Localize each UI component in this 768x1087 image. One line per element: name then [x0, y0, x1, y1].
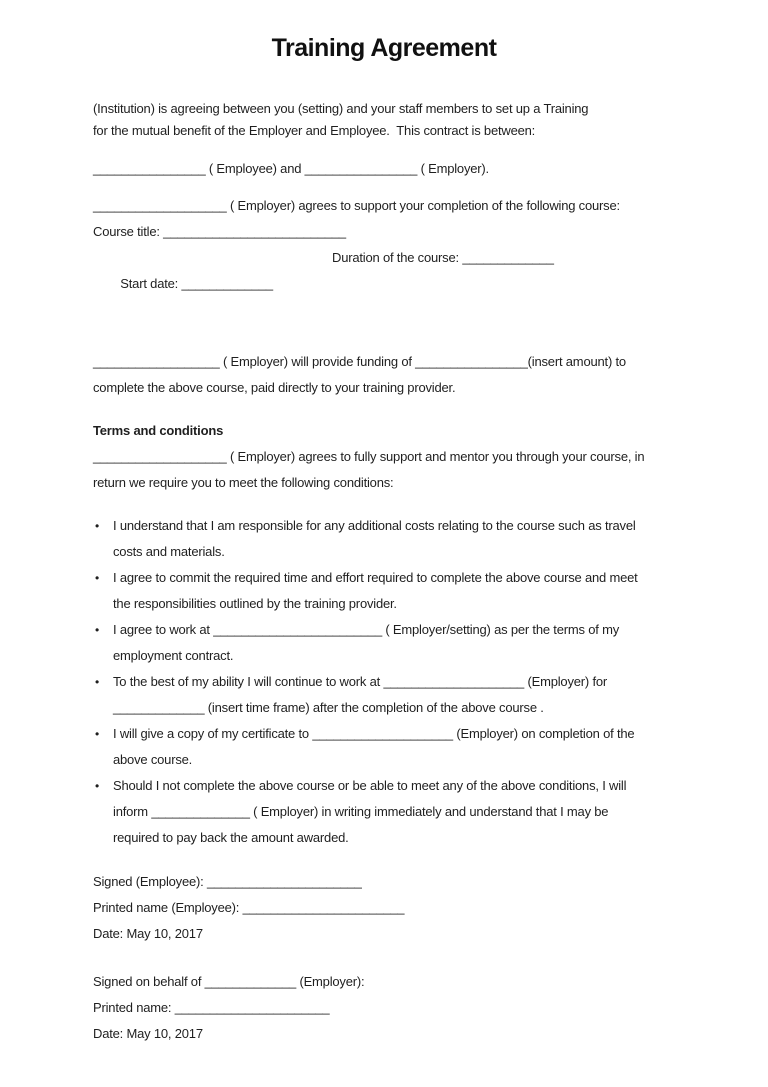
- bullet-item-additional-costs: [93, 513, 675, 565]
- duration-field: Duration of the course: _____________: [332, 250, 554, 265]
- course-section: [93, 193, 675, 401]
- terms-section: [93, 418, 675, 496]
- conditions-bullet-list: [93, 513, 675, 851]
- signature-employee-block: [93, 869, 675, 947]
- signature-employer-block: [93, 969, 675, 1047]
- bullet-icon: •: [95, 519, 100, 533]
- parties-paragraph: [93, 156, 675, 182]
- signed-employee-line: Signed (Employee): ______________________: [93, 874, 362, 889]
- terms-line-1: ___________________ ( Employer) agrees to fully support and mentor you through your course, in: [93, 449, 645, 464]
- bullet-item-non-completion: [93, 773, 675, 851]
- bullet-item-time-effort: [93, 565, 675, 617]
- bullet-line: I will give a copy of my certificate to ____________________ (Employer) on completion of the: [113, 726, 635, 741]
- signed-employer-line: Signed on behalf of _____________ (Employer):: [93, 974, 365, 989]
- date-employee-line: Date: May 10, 2017: [93, 926, 203, 941]
- terms-line-2: return we require you to meet the following conditions:: [93, 475, 394, 490]
- bullet-line: I agree to work at ________________________ ( Employer/setting) as per the terms of my: [113, 622, 620, 637]
- bullet-line: To the best of my ability I will continue to work at ____________________ (Employer) for: [113, 674, 608, 689]
- bullet-icon: •: [95, 571, 100, 585]
- bullet-line: required to pay back the amount awarded.: [113, 830, 349, 845]
- document-body: [0, 98, 768, 1047]
- printed-name-employee-line: Printed name (Employee): _______________________: [93, 900, 405, 915]
- bullet-line: costs and materials.: [113, 544, 225, 559]
- bullet-icon: •: [95, 727, 100, 741]
- funding-line-1: __________________ ( Employer) will provide funding of ________________(insert amount) to: [93, 354, 626, 369]
- document-title: Training Agreement: [271, 34, 497, 62]
- bullet-icon: •: [95, 779, 100, 793]
- start-date-line: [93, 245, 675, 349]
- printed-name-employer-line: Printed name: ______________________: [93, 1000, 330, 1015]
- bullet-icon: •: [95, 675, 100, 689]
- bullet-line: above course.: [113, 752, 193, 767]
- bullet-line: _____________ (insert time frame) after the completion of the above course .: [113, 700, 544, 715]
- course-support-line: ___________________ ( Employer) agrees to support your completion of the following course:: [93, 198, 620, 213]
- bullet-item-work-at: [93, 617, 675, 669]
- date-employer-line: Date: May 10, 2017: [93, 1026, 203, 1041]
- bullet-line: I agree to commit the required time and effort required to complete the above course and meet: [113, 570, 638, 585]
- bullet-item-certificate-copy: [93, 721, 675, 773]
- parties-line: ________________ ( Employee) and ________________ ( Employer).: [93, 161, 489, 176]
- intro-line-1: (Institution) is agreeing between you (setting) and your staff members to set up a Training: [93, 101, 589, 116]
- bullet-line: Should I not complete the above course or be able to meet any of the above conditions, I will: [113, 778, 627, 793]
- bullet-icon: •: [95, 623, 100, 637]
- terms-heading: Terms and conditions: [93, 423, 224, 438]
- bullet-item-continue-work: [93, 669, 675, 721]
- intro-line-2: for the mutual benefit of the Employer and Employee. This contract is between:: [93, 122, 536, 138]
- funding-line-2: complete the above course, paid directly to your training provider.: [93, 380, 456, 395]
- bullet-line: inform ______________ ( Employer) in writing immediately and understand that I may be: [113, 804, 609, 819]
- course-title-line: Course title: __________________________: [93, 224, 346, 239]
- bullet-line: employment contract.: [113, 648, 234, 663]
- bullet-line: I understand that I am responsible for any additional costs relating to the course such as travel: [113, 518, 636, 533]
- bullet-line: the responsibilities outlined by the training provider.: [113, 596, 397, 611]
- start-date-field: Start date: _____________: [120, 276, 273, 291]
- intro-paragraph: [93, 98, 675, 141]
